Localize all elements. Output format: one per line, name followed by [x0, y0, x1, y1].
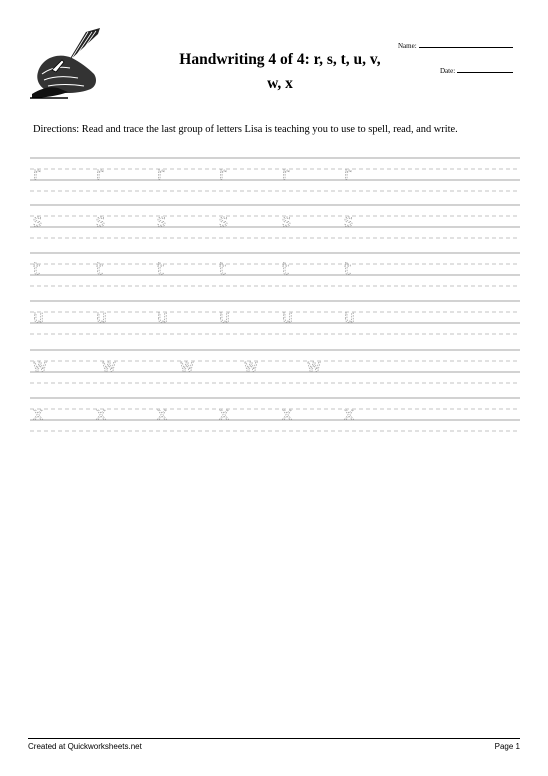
- trace-letter-s: s: [344, 211, 353, 232]
- trace-letter-r: r: [282, 164, 289, 185]
- trace-letter-x: x: [33, 404, 44, 425]
- trace-letter-x: x: [282, 404, 293, 425]
- page-footer: [28, 738, 520, 751]
- trace-letter-w: w: [244, 356, 258, 377]
- trace-letter-x: x: [96, 404, 107, 425]
- trace-letter-w: w: [180, 356, 194, 377]
- practice-row-u: [33, 308, 355, 328]
- trace-letter-t: t: [96, 259, 103, 280]
- trace-letter-r: r: [96, 164, 103, 185]
- trace-letter-x: x: [219, 404, 230, 425]
- trace-letter-t: t: [282, 259, 289, 280]
- trace-letter-u: u: [344, 307, 355, 328]
- trace-letter-x: x: [344, 404, 355, 425]
- trace-letter-w: w: [307, 356, 321, 377]
- trace-letter-t: t: [157, 259, 164, 280]
- trace-letter-s: s: [96, 211, 105, 232]
- trace-letter-u: u: [33, 307, 44, 328]
- trace-letter-t: t: [33, 259, 40, 280]
- trace-letter-t: t: [219, 259, 226, 280]
- directions-text: Directions: Read and trace the last group of letters Lisa is teaching you to use to spell, read, and write.: [33, 124, 458, 135]
- trace-letter-r: r: [344, 164, 351, 185]
- trace-letter-u: u: [96, 307, 107, 328]
- footer-credit: Created at Quickworksheets.net: [28, 742, 142, 751]
- trace-letter-u: u: [157, 307, 168, 328]
- trace-letter-s: s: [282, 211, 291, 232]
- practice-row-r: [33, 165, 351, 185]
- trace-letter-s: s: [157, 211, 166, 232]
- trace-letter-w: w: [33, 356, 47, 377]
- name-label: Name:: [398, 42, 417, 50]
- practice-row-t: [33, 260, 351, 280]
- trace-letter-r: r: [157, 164, 164, 185]
- title-line-1: Handwriting 4 of 4: r, s, t, u, v,: [179, 51, 381, 68]
- date-label: Date:: [440, 67, 456, 75]
- trace-letter-r: r: [33, 164, 40, 185]
- practice-row-x: [33, 405, 354, 425]
- trace-letter-t: t: [344, 259, 351, 280]
- trace-letter-s: s: [219, 211, 228, 232]
- trace-letter-u: u: [219, 307, 230, 328]
- title-line-2: w, x: [267, 75, 293, 92]
- trace-letter-x: x: [157, 404, 168, 425]
- trace-letter-w: w: [102, 356, 116, 377]
- trace-letter-u: u: [282, 307, 293, 328]
- trace-letter-r: r: [219, 164, 226, 185]
- practice-row-w: [33, 357, 321, 377]
- practice-row-s: [33, 212, 353, 232]
- trace-letter-s: s: [33, 211, 42, 232]
- page-number: Page 1: [494, 742, 520, 751]
